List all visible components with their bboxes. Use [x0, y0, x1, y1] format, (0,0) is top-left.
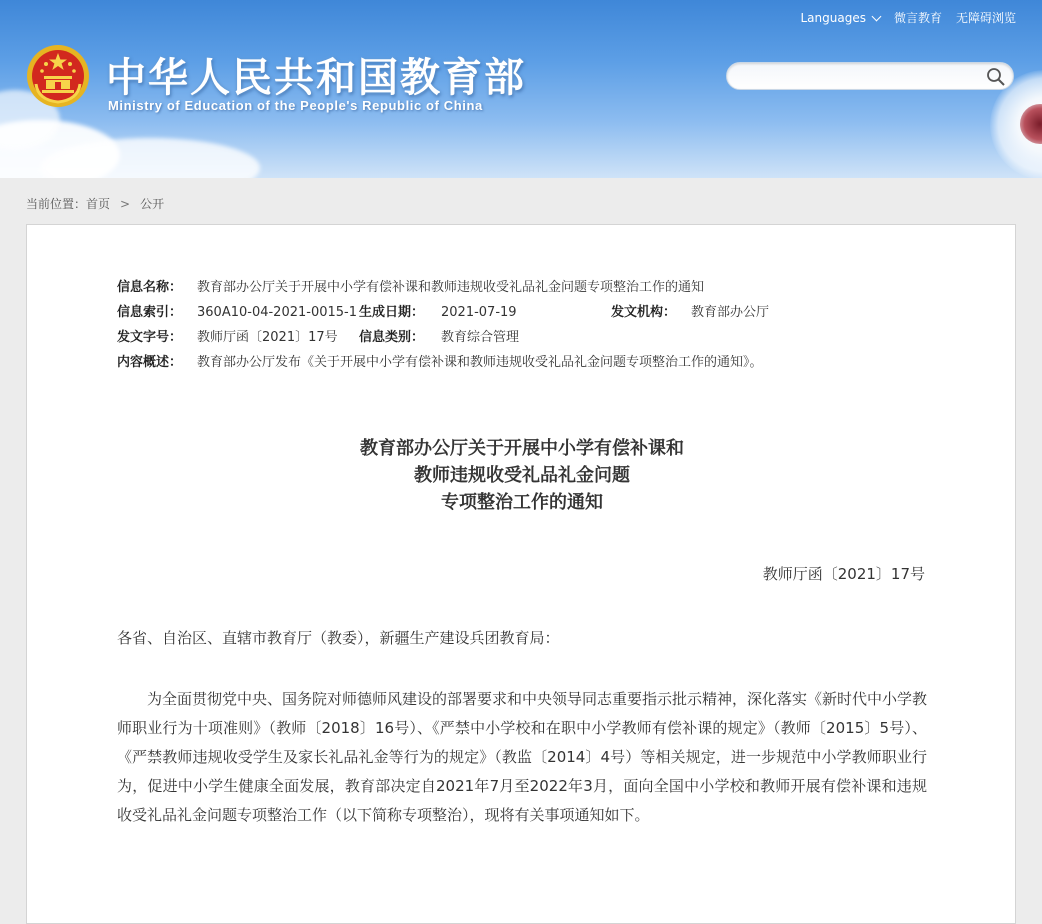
info-docnum-label: 发文字号： [117, 330, 183, 345]
info-docnum-value: 教师厅函〔2021〕17号 [197, 330, 338, 345]
breadcrumb-home-link[interactable]: 首页 [86, 197, 111, 211]
languages-dropdown[interactable] [800, 11, 879, 25]
info-summary-label: 内容概述： [117, 355, 183, 370]
site-title: 中华人民共和国教育部 [106, 55, 526, 101]
info-metadata [117, 275, 769, 375]
site-subtitle: Ministry of Education of the People's Republic of China [108, 98, 483, 113]
info-org-label: 发文机构： [611, 305, 677, 320]
info-row-name [117, 275, 769, 300]
search-icon[interactable] [985, 66, 1007, 86]
national-emblem-icon [26, 44, 90, 108]
info-index-label: 信息索引： [117, 305, 183, 320]
info-summary-value: 教育部办公厅发布《关于开展中小学有偿补课和教师违规收受礼品礼金问题专项整治工作的通知》。 [197, 355, 763, 370]
info-org-value: 教育部办公厅 [691, 305, 770, 320]
breadcrumb-separator: > [120, 196, 131, 211]
weibo-link[interactable]: 微言教育 [893, 11, 942, 25]
chevron-down-icon [872, 11, 882, 21]
languages-label: Languages [800, 10, 866, 25]
document-number: 教师厅函〔2021〕17号 [762, 565, 925, 583]
breadcrumb [26, 195, 164, 212]
info-row-summary [117, 350, 769, 375]
info-date-value: 2021-07-19 [441, 305, 517, 320]
info-name-label: 信息名称： [117, 280, 183, 295]
document-addressee: 各省、自治区、直辖市教育厅（教委），新疆生产建设兵团教育局： [117, 629, 560, 647]
document-title-line: 专项整治工作的通知 [441, 492, 603, 513]
top-links [800, 9, 1016, 26]
breadcrumb-current-link[interactable]: 公开 [140, 197, 165, 211]
breadcrumb-prefix: 当前位置： [26, 197, 87, 211]
document-title-line: 教育部办公厅关于开展中小学有偿补课和 [360, 438, 684, 459]
document-paragraph: 为全面贯彻党中央、国务院对师德师风建设的部署要求和中央领导同志重要指示批示精神，深化落实《新时代中小学教师职业行为十项准则》（教师〔2018〕16号）、《严禁中小学校和在职中小学教师有偿补课的规定》（教师〔2015〕5号）、《严禁教师违规收受学生及家长礼品礼金等行为的规定》（教监〔2014〕4号）等相关规定，进一步规范中小学教师职业行为，促进中小学生健康全面发展，教育部决定自2021年7月至2022年3月，面向全国中小学校和教师开展有偿补课和违规收受礼品礼金问题专项整治工作（以下简称专项整治），现将有关事项通知如下。 [117, 690, 928, 824]
content-panel [26, 224, 1016, 924]
search-box [726, 62, 1014, 90]
info-row-index [117, 300, 769, 325]
info-index-value: 360A10-04-2021-0015-1 [197, 305, 357, 320]
info-row-docnum [117, 325, 769, 350]
info-category-label: 信息类别： [359, 330, 425, 345]
document-title [27, 435, 1017, 516]
accessibility-link[interactable]: 无障碍浏览 [955, 11, 1016, 25]
info-name-value: 教育部办公厅关于开展中小学有偿补课和教师违规收受礼品礼金问题专项整治工作的通知 [197, 280, 705, 295]
info-category-value: 教育综合管理 [441, 330, 520, 345]
search-input[interactable] [739, 66, 983, 88]
info-date-label: 生成日期： [359, 305, 425, 320]
site-header [0, 0, 1042, 178]
document-title-line: 教师违规收受礼品礼金问题 [414, 465, 630, 486]
